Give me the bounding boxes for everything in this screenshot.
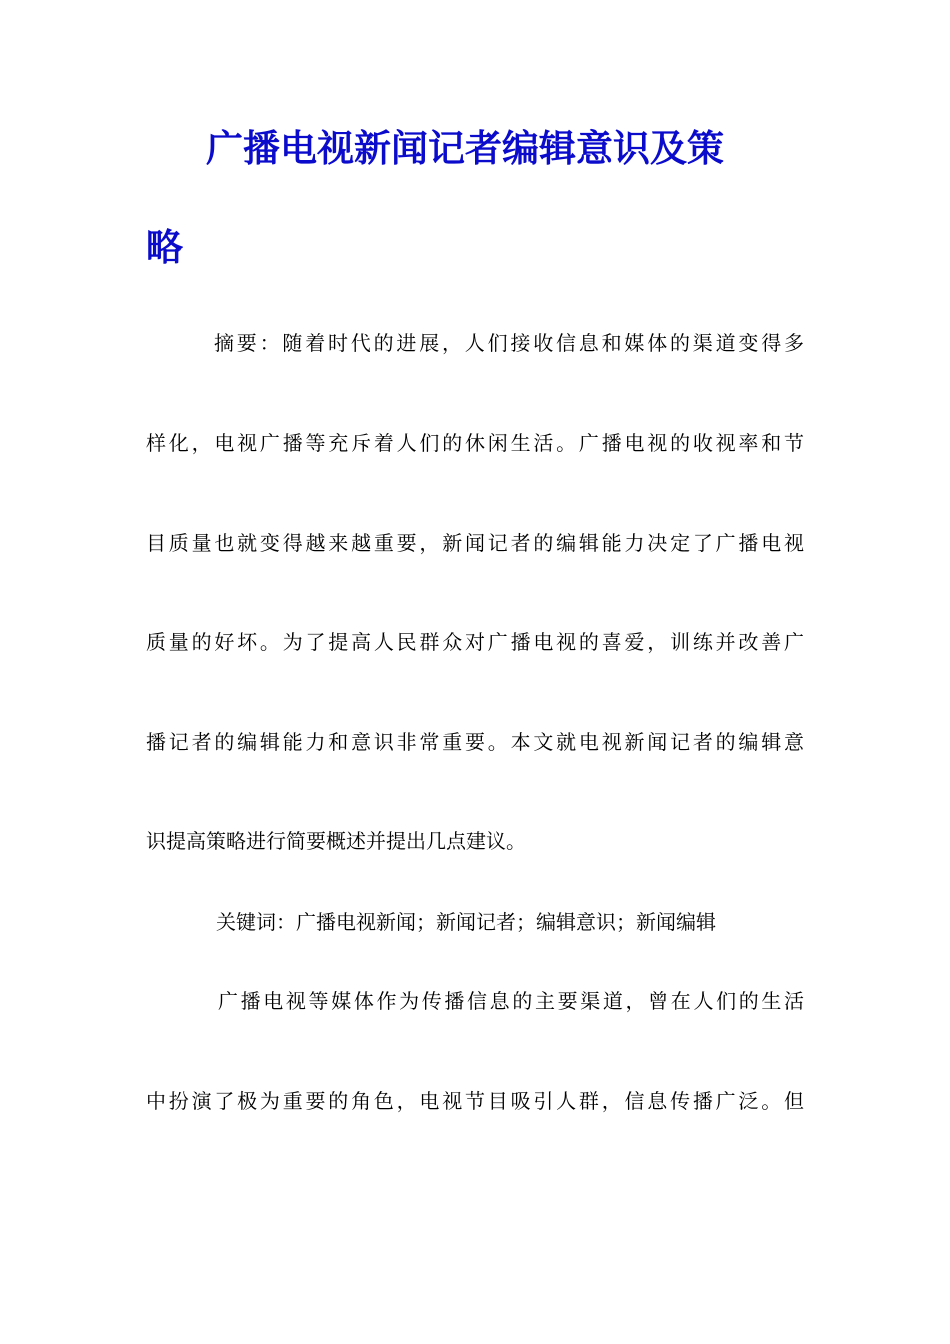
body-line-2: 中扮演了极为重要的角色，电视节目吸引人群，信息传播广泛。但: [146, 1089, 804, 1113]
abstract-line-2: 样化，电视广播等充斥着人们的休闲生活。广播电视的收视率和节: [146, 431, 804, 455]
keywords-line: 关键词：广播电视新闻；新闻记者；编辑意识；新闻编辑: [216, 910, 716, 934]
body-line-1: 广播电视等媒体作为传播信息的主要渠道，曾在人们的生活: [218, 989, 804, 1013]
abstract-line-6: 识提高策略进行简要概述并提出几点建议。: [146, 829, 526, 853]
abstract-line-3: 目质量也就变得越来越重要，新闻记者的编辑能力决定了广播电视: [146, 531, 804, 555]
document-title-line-2: 略: [146, 226, 183, 269]
abstract-line-5: 播记者的编辑能力和意识非常重要。本文就电视新闻记者的编辑意: [146, 730, 804, 754]
abstract-line-4: 质量的好坏。为了提高人民群众对广播电视的喜爱，训练并改善广: [146, 630, 804, 654]
abstract-line-1: 摘要：随着时代的进展，人们接收信息和媒体的渠道变得多: [214, 331, 804, 355]
document-title-line-1: 广播电视新闻记者编辑意识及策: [206, 127, 724, 170]
